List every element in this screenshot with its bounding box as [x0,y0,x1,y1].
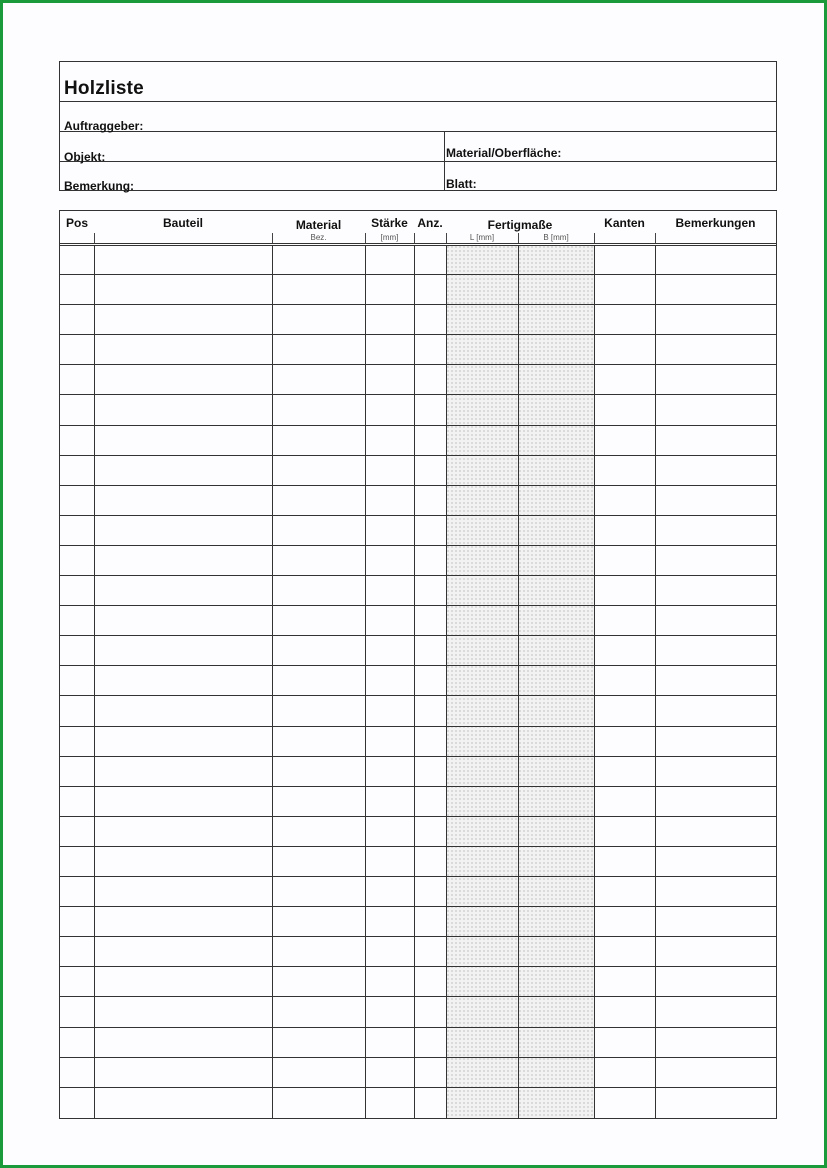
table-row[interactable] [60,1058,776,1088]
table-row[interactable] [60,967,776,997]
staerke-sub-label: [mm] [380,233,399,242]
table-row[interactable] [60,516,776,546]
header-tick [655,233,656,243]
column-header-pos: Pos [65,216,88,230]
material-oberflaeche-field[interactable]: Material/Oberfläche: [446,146,562,160]
table-row[interactable] [60,275,776,305]
divider [60,161,776,162]
column-header-material: Material [295,218,342,232]
table-row[interactable] [60,486,776,516]
table-row[interactable] [60,998,776,1028]
table-row[interactable] [60,426,776,456]
bemerkung-field[interactable]: Bemerkung: [64,179,135,193]
table-row[interactable] [60,1028,776,1058]
column-header-bauteil: Bauteil [162,216,203,230]
column-header-staerke: Stärke [371,216,408,230]
column-header-fertigmasse: Fertigmaße [487,218,553,232]
table-row[interactable] [60,636,776,666]
table-row[interactable] [60,847,776,877]
laenge-sub-label: L [mm] [469,233,495,242]
table-row[interactable] [60,757,776,787]
table-row[interactable] [60,787,776,817]
table-row[interactable] [60,817,776,847]
column-header-anz: Anz. [417,216,443,230]
table-row[interactable] [60,245,776,275]
auftraggeber-field[interactable]: Auftraggeber: [64,119,144,133]
table-row[interactable] [60,576,776,606]
breite-sub-label: B [mm] [543,233,569,242]
header-tick [365,233,366,243]
table-row[interactable] [60,907,776,937]
table-row[interactable] [60,305,776,335]
table-row[interactable] [60,666,776,696]
table-row[interactable] [60,937,776,967]
table-row[interactable] [60,365,776,395]
table-row[interactable] [60,1088,776,1118]
table-row[interactable] [60,396,776,426]
header-tick [94,233,95,243]
table-row[interactable] [60,606,776,636]
header-tick [414,233,415,243]
header-tick [272,233,273,243]
divider [60,131,776,132]
table-row[interactable] [60,877,776,907]
header-tick [518,233,519,243]
form-header [59,61,777,191]
table-row[interactable] [60,546,776,576]
table-row[interactable] [60,697,776,727]
divider [444,131,445,190]
material-sub-label: Bez. [310,233,327,242]
column-header-bemerkungen: Bemerkungen [675,216,756,230]
table-row[interactable] [60,456,776,486]
table-row[interactable] [60,727,776,757]
column-header-kanten: Kanten [604,216,645,230]
header-tick [594,233,595,243]
header-tick [446,233,447,243]
divider [60,101,776,102]
blatt-field[interactable]: Blatt: [446,177,477,191]
wood-list-table [59,210,777,1119]
objekt-field[interactable]: Objekt: [64,150,106,164]
table-body [60,245,776,1118]
table-row[interactable] [60,335,776,365]
form-title: Holzliste [64,78,144,99]
